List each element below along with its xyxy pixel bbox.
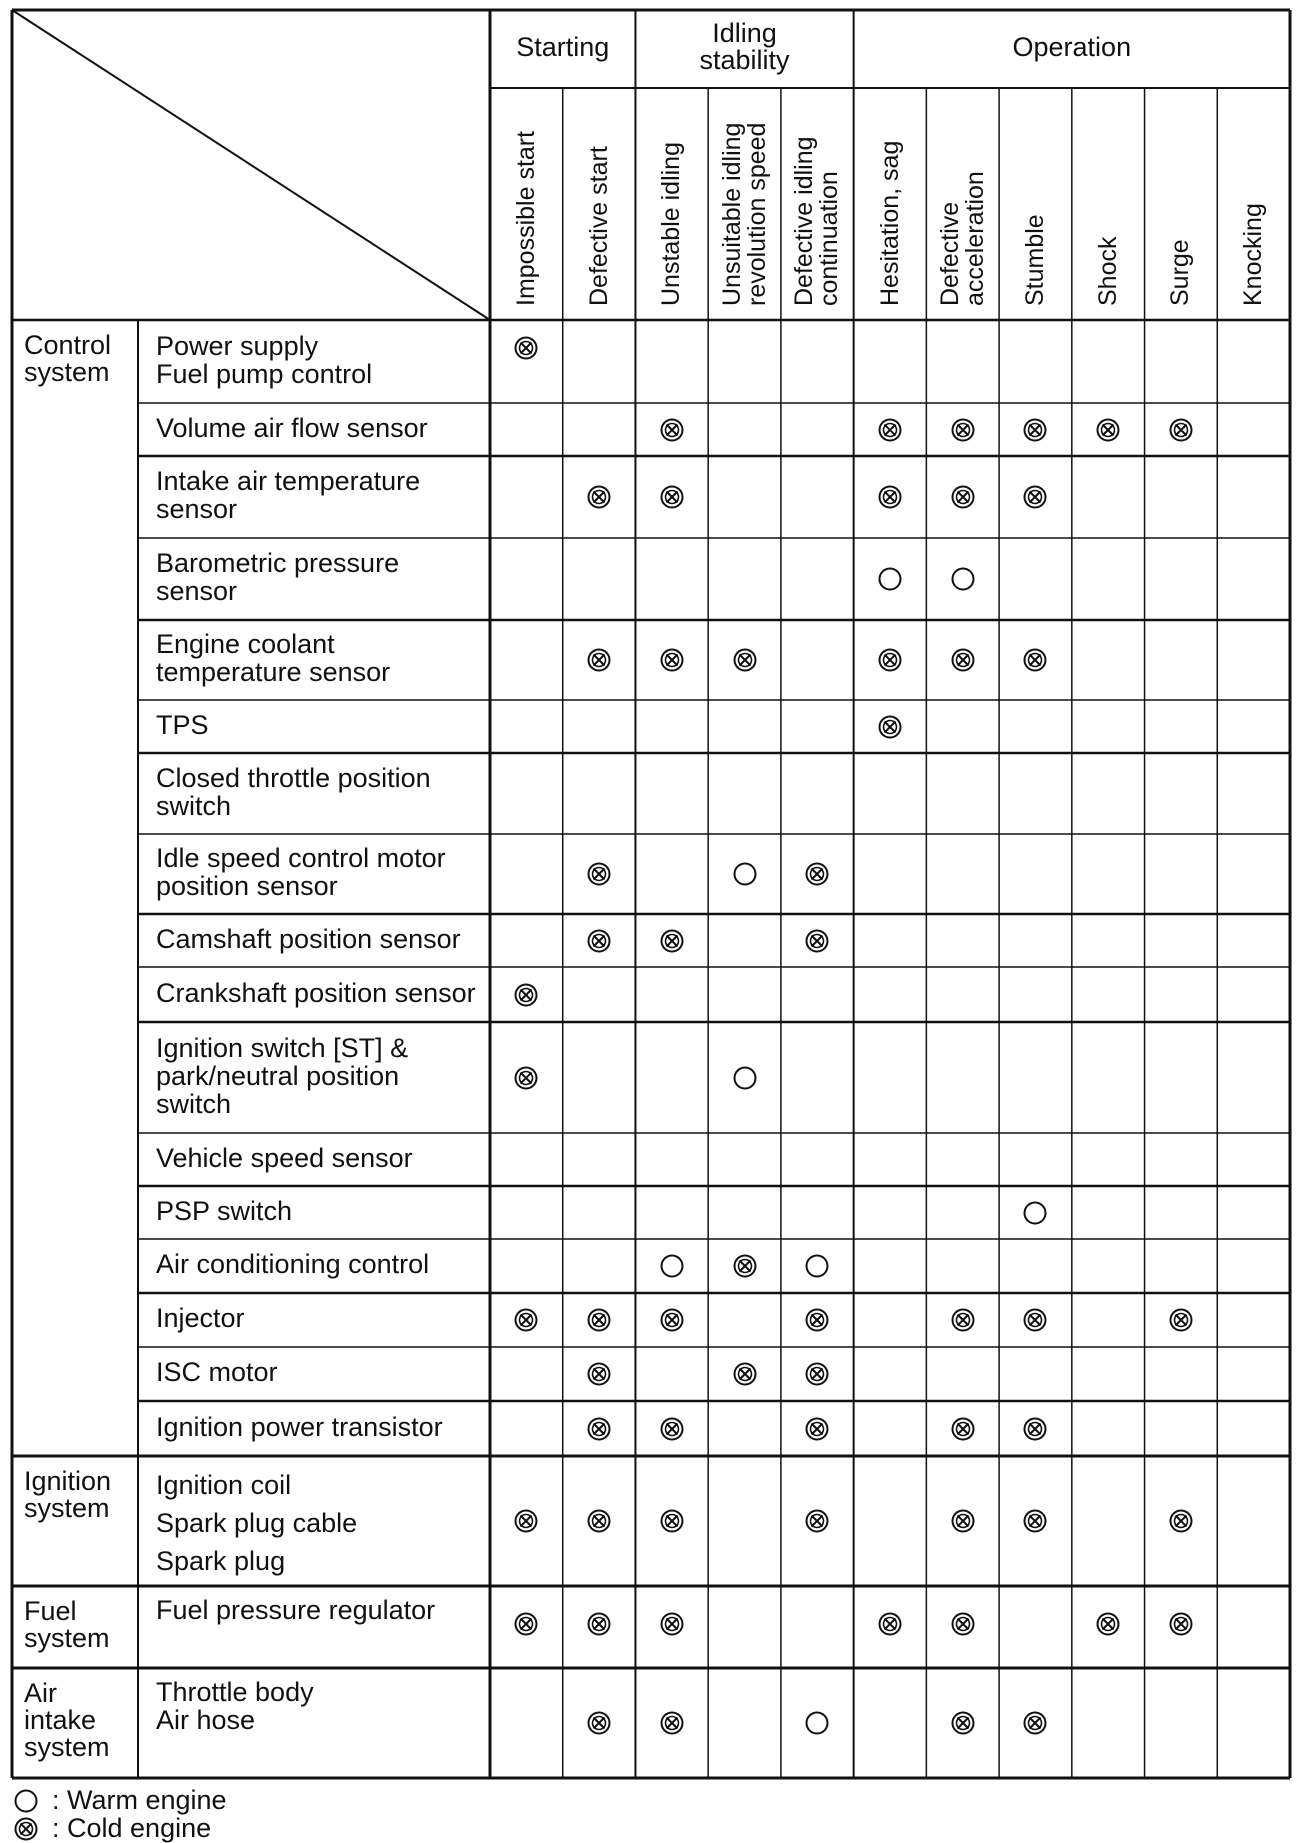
column-header: Knocking — [1239, 203, 1268, 306]
cold-engine-mark — [1022, 1508, 1048, 1534]
component-label: Ignition switch [ST] & park/neutral position switch — [156, 1032, 409, 1119]
warm-engine-mark — [659, 1253, 685, 1279]
cold-engine-mark — [1095, 417, 1121, 443]
column-header: Unsuitable idling revolution speed — [717, 122, 771, 306]
cold-engine-mark — [732, 647, 758, 673]
column-header: Hesitation, sag — [875, 140, 904, 306]
cold-engine-mark — [1022, 1307, 1048, 1333]
cold-engine-mark — [804, 1416, 830, 1442]
component-label: Vehicle speed sensor — [156, 1142, 413, 1173]
cold-engine-mark — [659, 1307, 685, 1333]
warm-engine-mark — [804, 1253, 830, 1279]
group-header-starting: Starting — [516, 31, 610, 62]
component-label: PSP switch — [156, 1195, 293, 1226]
column-header: Surge — [1166, 239, 1195, 306]
warm-engine-mark — [804, 1710, 830, 1736]
column-header: Defective idling continuation — [790, 136, 844, 306]
warm-engine-mark — [732, 1065, 758, 1091]
legend-cold-symbol — [13, 1816, 39, 1842]
cold-engine-mark — [1095, 1611, 1121, 1637]
cold-engine-mark — [659, 1611, 685, 1637]
cold-engine-mark — [950, 1307, 976, 1333]
component-label: Engine coolant temperature sensor — [156, 629, 391, 687]
cold-engine-mark — [877, 1611, 903, 1637]
cold-engine-mark — [659, 647, 685, 673]
cold-engine-mark — [513, 1611, 539, 1637]
cold-engine-mark — [659, 1710, 685, 1736]
cold-engine-mark — [877, 417, 903, 443]
component-label: Injector — [156, 1303, 245, 1333]
cold-engine-mark — [659, 1508, 685, 1534]
cold-engine-mark — [586, 1416, 612, 1442]
component-label: Power supply Fuel pump control — [156, 330, 373, 389]
column-header: Defective start — [584, 146, 613, 306]
cold-engine-mark — [877, 484, 903, 510]
cold-engine-mark — [586, 1710, 612, 1736]
cold-engine-mark — [1168, 1307, 1194, 1333]
cold-engine-mark — [586, 1361, 612, 1387]
column-header: Defective acceleration — [935, 171, 989, 306]
legend-warm-symbol — [13, 1788, 39, 1814]
header-diagonal — [12, 10, 490, 320]
system-label: Fuel system — [24, 1596, 110, 1653]
warm-engine-mark — [950, 566, 976, 592]
cold-engine-mark — [804, 1508, 830, 1534]
component-label: Throttle body Air hose — [156, 1677, 314, 1735]
group-header-idling: Idling stability — [699, 18, 790, 75]
cold-engine-mark — [586, 928, 612, 954]
system-label: Air intake system — [24, 1678, 110, 1762]
warm-engine-mark — [877, 566, 903, 592]
component-label: Camshaft position sensor — [156, 923, 461, 954]
cold-engine-mark — [513, 1508, 539, 1534]
cold-engine-mark — [1022, 1416, 1048, 1442]
cold-engine-mark — [659, 484, 685, 510]
component-label: Ignition coil Spark plug cable Spark plug — [156, 1470, 358, 1576]
cold-engine-mark — [1022, 484, 1048, 510]
cold-engine-mark — [1168, 1611, 1194, 1637]
component-label: TPS — [156, 709, 209, 740]
column-header: Unstable idling — [657, 142, 686, 306]
warm-engine-mark — [1022, 1200, 1048, 1226]
cold-engine-mark — [586, 1611, 612, 1637]
cold-engine-mark — [659, 928, 685, 954]
cold-engine-mark — [1022, 417, 1048, 443]
cold-engine-mark — [1022, 1710, 1048, 1736]
component-label: ISC motor — [156, 1357, 278, 1387]
cold-engine-mark — [804, 1307, 830, 1333]
cold-engine-mark — [659, 1416, 685, 1442]
component-label: Barometric pressure sensor — [156, 548, 400, 606]
cold-engine-mark — [950, 1611, 976, 1637]
cold-engine-mark — [513, 335, 539, 361]
cold-engine-mark — [732, 1253, 758, 1279]
cold-engine-mark — [586, 1508, 612, 1534]
cold-engine-mark — [950, 484, 976, 510]
system-label: Control system — [24, 330, 112, 387]
cold-engine-mark — [586, 1307, 612, 1333]
component-label: Fuel pressure regulator — [156, 1595, 436, 1625]
cold-engine-mark — [1168, 1508, 1194, 1534]
cold-engine-mark — [586, 484, 612, 510]
component-label: Closed throttle position switch — [156, 762, 431, 821]
cold-engine-mark — [659, 417, 685, 443]
component-label: Ignition power transistor — [156, 1411, 443, 1442]
system-label: Ignition system — [24, 1466, 112, 1523]
column-header: Shock — [1093, 236, 1122, 306]
cold-engine-mark — [950, 1710, 976, 1736]
cold-engine-mark — [513, 1307, 539, 1333]
column-header: Stumble — [1020, 214, 1049, 306]
cold-engine-mark — [513, 982, 539, 1008]
cold-engine-mark — [804, 861, 830, 887]
cold-engine-mark — [804, 1361, 830, 1387]
component-label: Volume air flow sensor — [156, 412, 428, 443]
warm-engine-mark — [732, 861, 758, 887]
cold-engine-mark — [950, 1508, 976, 1534]
cold-engine-mark — [950, 417, 976, 443]
legend-text: : Cold engine — [52, 1813, 212, 1843]
component-label: Crankshaft position sensor — [156, 977, 476, 1008]
cold-engine-mark — [804, 928, 830, 954]
component-label: Air conditioning control — [156, 1249, 430, 1279]
component-label: Idle speed control motor position sensor — [156, 843, 446, 901]
cold-engine-mark — [586, 647, 612, 673]
cold-engine-mark — [950, 647, 976, 673]
cold-engine-mark — [586, 861, 612, 887]
cold-engine-mark — [513, 1065, 539, 1091]
column-header: Impossible start — [511, 130, 540, 306]
cold-engine-mark — [950, 1416, 976, 1442]
cold-engine-mark — [732, 1361, 758, 1387]
cold-engine-mark — [1022, 647, 1048, 673]
group-header-operation: Operation — [1012, 31, 1132, 62]
cold-engine-mark — [1168, 417, 1194, 443]
component-label: Intake air temperature sensor — [156, 466, 421, 524]
cold-engine-mark — [877, 647, 903, 673]
legend-text: : Warm engine — [52, 1785, 227, 1815]
cold-engine-mark — [877, 714, 903, 740]
